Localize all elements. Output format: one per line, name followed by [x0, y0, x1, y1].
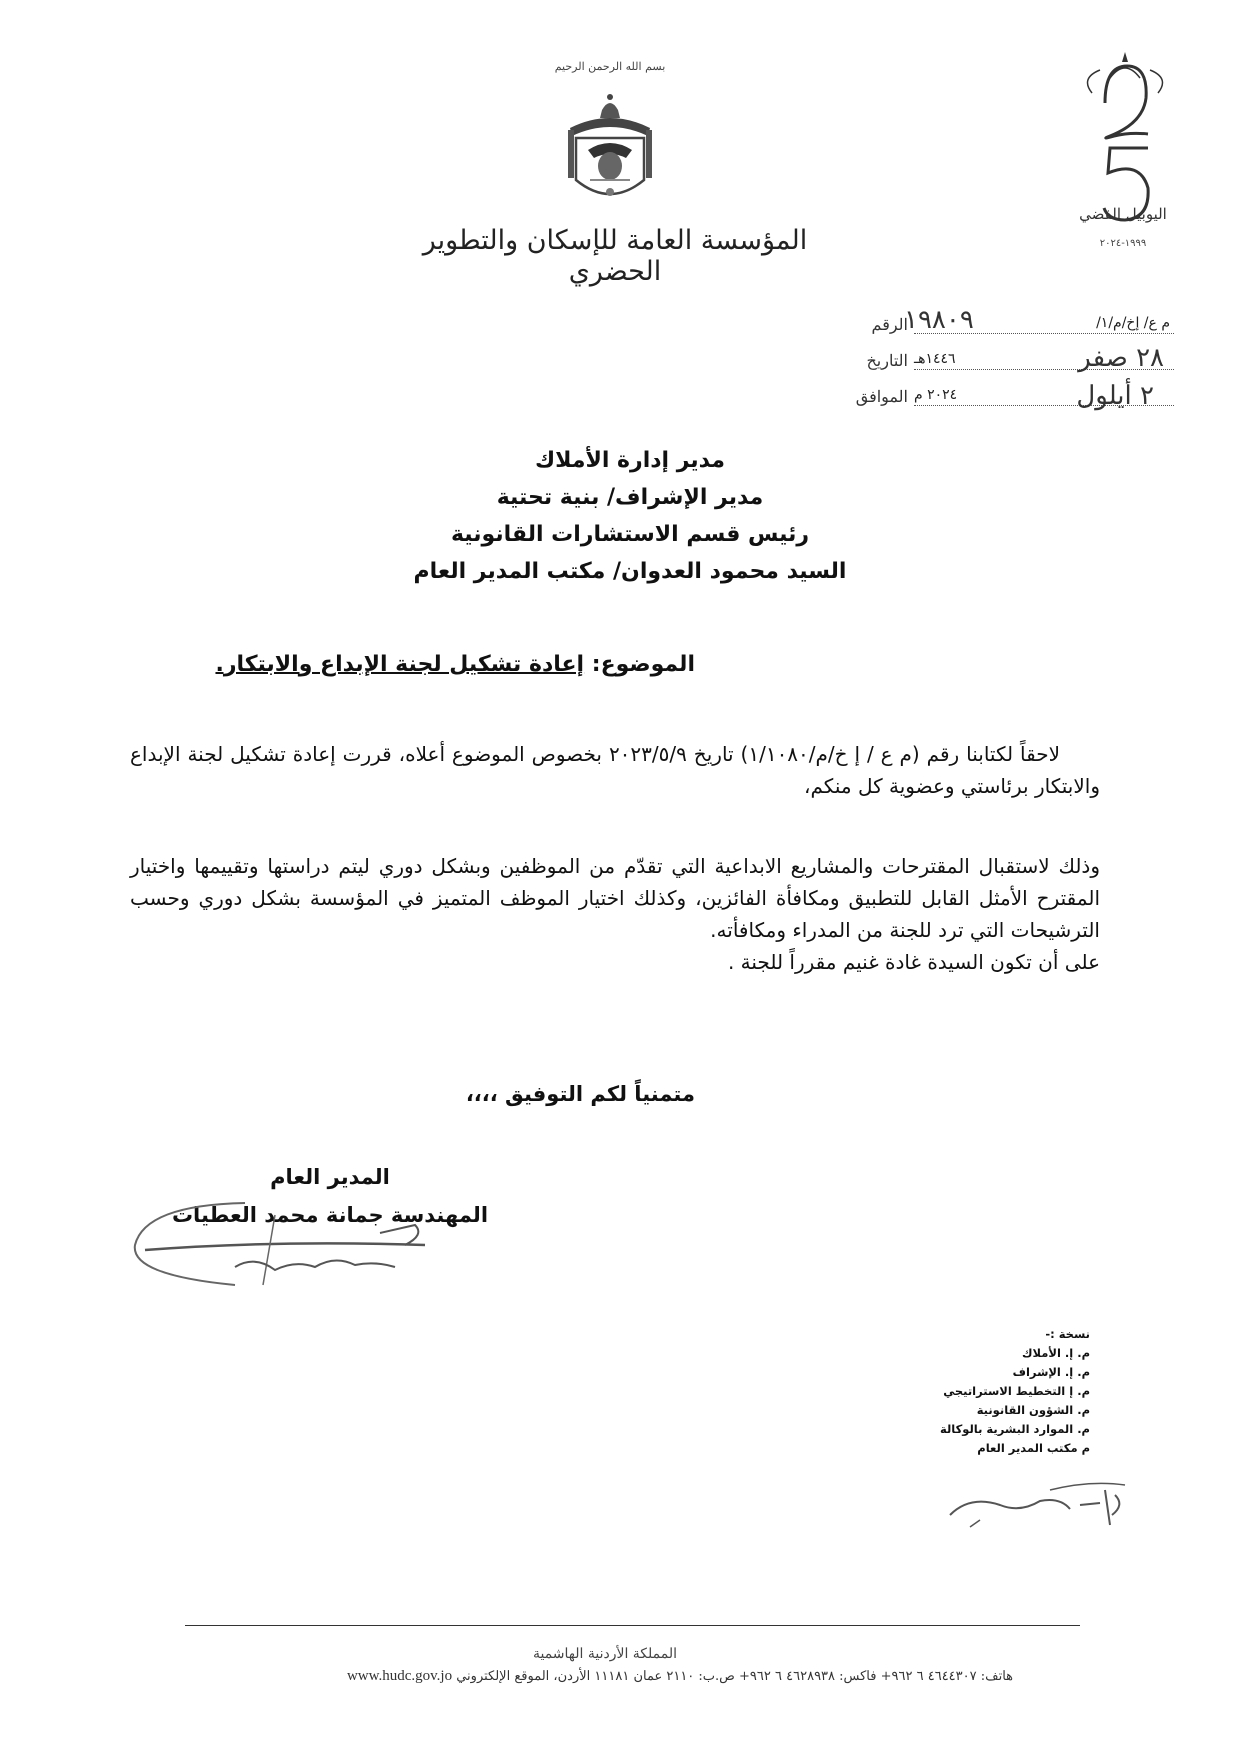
footer-country: المملكة الأردنية الهاشمية — [532, 1646, 678, 1662]
reference-number-label: الرقم — [871, 315, 908, 334]
body-paragraph — [130, 850, 1100, 978]
organization-name: المؤسسة العامة للإسكان والتطوير الحضري — [422, 225, 808, 287]
reference-number-prefix: م ع/ إخ/م/١/ — [1096, 315, 1170, 331]
body-paragraph-text: على أن تكون السيدة غادة غنيم مقرراً للجنة . — [727, 950, 1100, 974]
footer-contact — [250, 1668, 1110, 1685]
handwritten-signature-icon — [125, 1195, 465, 1305]
gregorian-date-label: الموافق — [855, 387, 908, 406]
copy-recipient: م. الشؤون القانونية — [976, 1403, 1090, 1417]
subject-text: إعادة تشكيل لجنة الإبداع والابتكار. — [215, 652, 585, 677]
gregorian-date-field — [914, 381, 1174, 411]
copy-recipient: م مكتب المدير العام — [977, 1441, 1090, 1455]
subject-label: الموضوع: — [591, 652, 695, 677]
gregorian-year: ٢٠٢٤ م — [914, 387, 958, 403]
signer-title: المدير العام — [270, 1165, 390, 1189]
copy-recipient: م. إ. الإشراف — [1012, 1365, 1090, 1379]
addressee: مدير إدارة الأملاك — [534, 448, 726, 473]
hijri-date-field — [914, 343, 1174, 373]
handwritten-initials-icon — [940, 1475, 1130, 1535]
reference-number-field — [904, 305, 1174, 335]
gregorian-date-row — [840, 372, 1180, 411]
jubilee-years: ١٩٩٩-٢٠٢٤ — [1099, 238, 1147, 249]
hijri-date-handwritten: ٢٨ صفر — [1078, 343, 1164, 373]
gregorian-date-handwritten: ٢ أيلول — [1076, 381, 1154, 411]
addressee: السيد محمود العدوان/ مكتب المدير العام — [413, 559, 847, 584]
basmala: بسم الله الرحمن الرحيم — [554, 60, 666, 73]
footer-website-link[interactable]: www.hudc.gov.jo — [346, 1668, 453, 1684]
addressee: رئيس قسم الاستشارات القانونية — [450, 522, 810, 547]
reference-number-handwritten: ١٩٨٠٩ — [904, 305, 974, 335]
footer-contact-details: هاتف: ٤٦٤٤٣٠٧ ٦ ٩٦٢+ فاكس: ٤٦٢٨٩٣٨ ٦ ٩٦٢+ ص.ب: ٢١١٠ عمان ١١١٨١ الأردن، الموقع الإلكتروني — [456, 1669, 1014, 1684]
body-paragraph: لاحقاً لكتابنا رقم (م ع / إ خ/م/١/١٠٨٠) تاريخ ٢٠٢٣/٥/٩ بخصوص الموضوع أعلاه، قررت إعادة تشكيل لجنة الإبداع والابتكار برئاستي وعضوية كل منكم، — [130, 742, 1100, 798]
footer-divider — [185, 1625, 1080, 1626]
copy-recipient: م. إ التخطيط الاستراتيجي — [943, 1384, 1090, 1398]
closing-phrase: متمنياً لكم التوفيق ،،،، — [465, 1082, 695, 1106]
hijri-date-label: التاريخ — [866, 351, 908, 370]
jubilee-title: اليوبيل الفضي — [1079, 205, 1167, 223]
silver-jubilee-logo-icon — [1070, 48, 1180, 258]
copies-list — [940, 1325, 1090, 1458]
jordan-coat-of-arms-icon — [560, 88, 660, 213]
signer-name: المهندسة جمانة محمد العطيات — [171, 1203, 489, 1227]
addressee-list — [300, 442, 960, 590]
hijri-date-row — [840, 336, 1180, 373]
hijri-year: ١٤٤٦هـ — [914, 351, 956, 367]
addressee: مدير الإشراف/ بنية تحتية — [496, 485, 764, 510]
copy-recipient: م. الموارد البشرية بالوكالة — [939, 1422, 1090, 1436]
body-paragraph-text: وذلك لاستقبال المقترحات والمشاريع الابداعية التي تقدّم من الموظفين وبشكل دوري ليتم دراستها وتقييمها واختيار المقترح الأمثل القابل للتطبيق ومكافأة الفائزين، وكذلك اختيار الموظف المتميز في المؤسسة بشكل دوري وحسب الترشيحات التي ترد للجنة من المدراء ومكافأته. — [130, 854, 1100, 942]
reference-number-row — [840, 300, 1180, 334]
copies-label: نسخة :- — [1045, 1327, 1090, 1341]
copy-recipient: م. إ. الأملاك — [1021, 1346, 1090, 1360]
subject-line — [215, 652, 695, 677]
